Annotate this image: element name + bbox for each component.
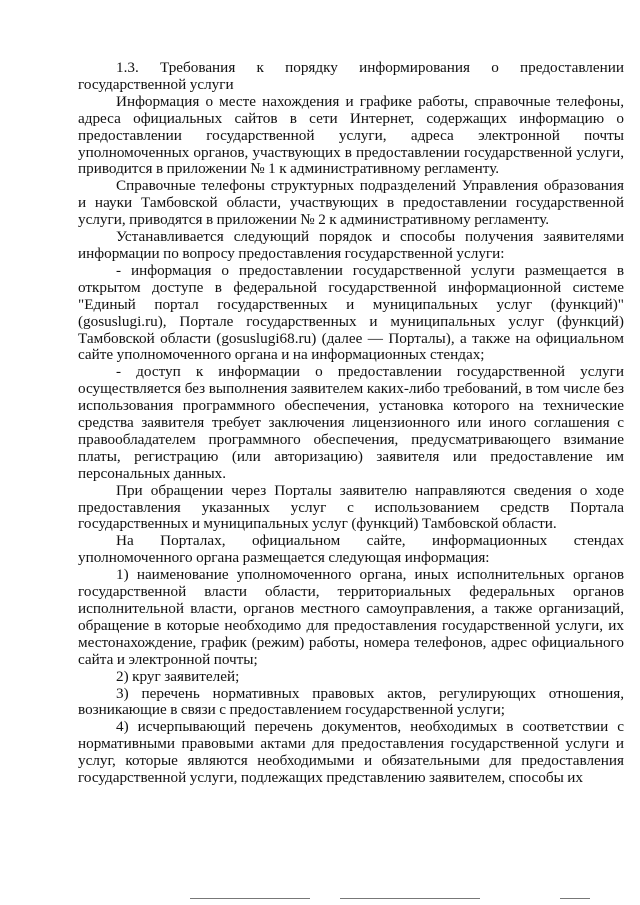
list-item-3: 3) перечень нормативных правовых актов, регулирующих отношения, возникающие в связи с предоставлением государственной услуги;	[78, 684, 624, 719]
scan-artifact-line	[340, 898, 480, 899]
paragraph-info-procedure: Устанавливается следующий порядок и способы получения заявителями информации по вопросу предоставления государственной услуги:	[78, 228, 624, 262]
list-item-4: 4) исчерпывающий перечень документов, необходимых в соответствии с нормативными правовыми актами для предоставления государственной услуги и услуг, которые являются необходимыми и обязательными для предоставления государственной услуги, подлежащих представлению заявителем, способы их	[78, 718, 624, 787]
list-item-2: 2) круг заявителей;	[116, 667, 240, 685]
paragraph-contacts-info: Информация о месте нахождения и графике работы, справочные телефоны, адреса официальных сайтов в сети Интернет, содержащих информацию о предоставлении государственной услуги, адреса электронной почты уполномоченных органов, участвующих в предоставлении государственной услуги, приводится в приложении № 1 к административному регламенту.	[78, 92, 624, 178]
document-page	[78, 60, 624, 787]
paragraph-portal-publication: - информация о предоставлении государственной услуги размещается в открытом доступе в федеральной государственной информационной системе "Единый портал государственных и муниципальных услуг (функций)" (gosuslugi.ru), Портале государственных и муниципальных услуг (функций) Тамбовской области (gosuslugi68.ru) (далее — Порталы), а также на официальном сайте уполномоченного органа и на информационных стендах;	[78, 261, 624, 364]
list-item-1: 1) наименование уполномоченного органа, иных исполнительных органов государственной власти области, территориальных федеральных органов исполнительной власти, органов местного самоуправления, а также организаций, обращение в которые необходимо для предоставления государственной услуги, их местонахождение, график (режим) работы, номера телефонов, адрес официального сайта и электронной почты;	[78, 566, 624, 668]
scan-artifact-line	[190, 898, 310, 899]
paragraph-portal-notifications: При обращении через Порталы заявителю направляются сведения о ходе предоставления указанных услуг с использованием средств Портала государственных и муниципальных услуг (функций) Тамбовской области.	[78, 481, 624, 533]
paragraph-reference-phones: Справочные телефоны структурных подразделений Управления образования и науки Тамбовской области, участвующих в предоставлении государственной услуги, приводятся в приложении № 2 к административному регламенту.	[78, 177, 624, 229]
paragraph-free-access: - доступ к информации о предоставлении государственной услуги осуществляется без выполнения заявителем каких-либо требований, в том числе без использования программного обеспечения, установка которого на технические средства заявителя требует заключения лицензионного или иного соглашения с правообладателем программного обеспечения, предусматривающего взимание платы, регистрацию (или авторизацию) заявителя или предоставление им персональных данных.	[78, 363, 624, 482]
scan-artifact-line	[560, 898, 590, 899]
paragraph-published-info: На Порталах, официальном сайте, информационных стендах уполномоченного органа размещается следующая информация:	[78, 532, 624, 567]
section-heading: 1.3. Требования к порядку информирования о предоставлении государственной услуги	[78, 59, 624, 93]
